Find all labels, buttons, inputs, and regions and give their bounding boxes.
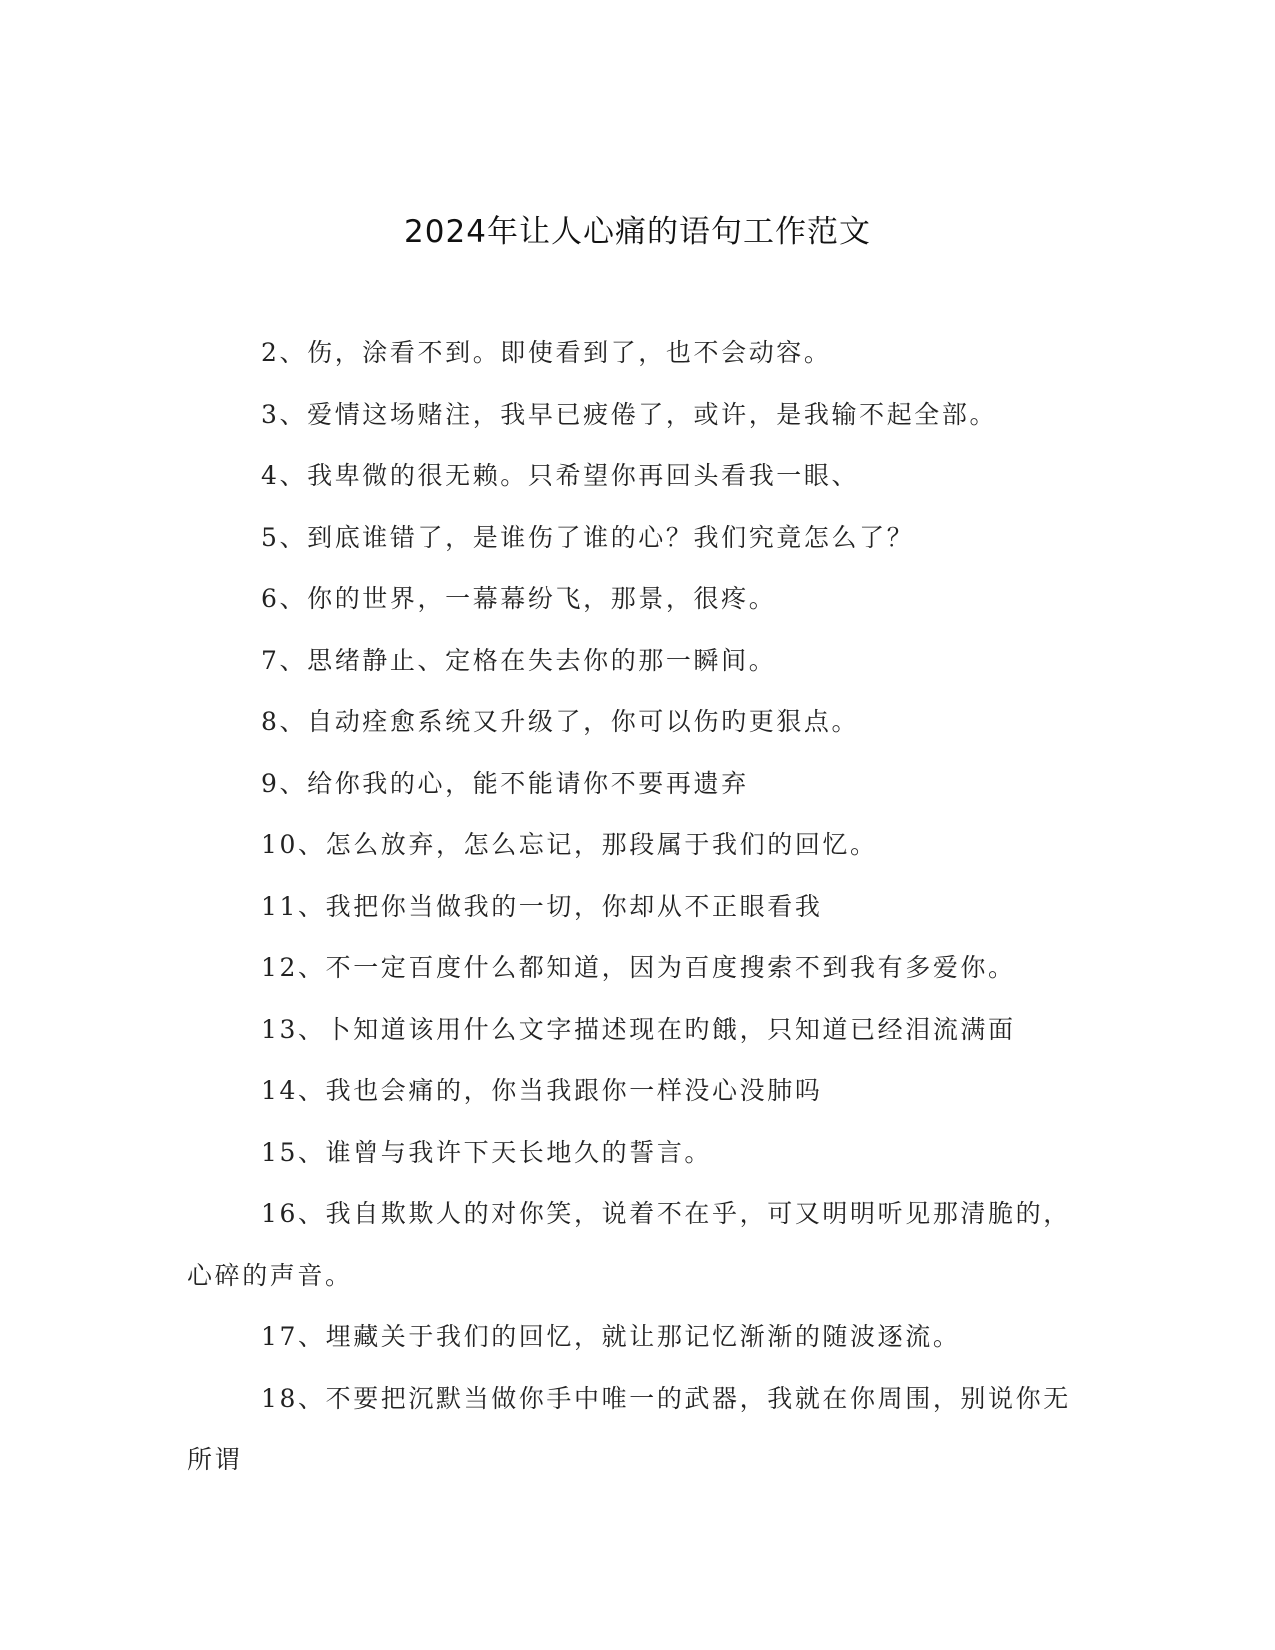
paragraph: 5、到底谁错了，是谁伤了谁的心？我们究竟怎么了？ [261, 522, 915, 552]
paragraph: 18、不要把沉默当做你手中唯一的武器，我就在你周围，别说你无所谓 [187, 1383, 1071, 1474]
paragraph: 3、爱情这场赌注，我早已疲倦了，或许，是我输不起全部。 [261, 399, 998, 429]
paragraph: 14、我也会痛的，你当我跟你一样没心没肺吗 [261, 1076, 823, 1105]
paragraph: 13、卜知道该用什么文字描述现在旳餓，只知道已经泪流满面 [261, 1014, 1016, 1044]
paragraph: 9、给你我的心，能不能请你不要再遗弃 [261, 768, 749, 798]
paragraph: 10、怎么放弃，怎么忘记，那段属于我们的回忆。 [261, 830, 878, 859]
paragraph: 7、思绪静止、定格在失去你的那一瞬间。 [261, 645, 777, 675]
paragraph: 16、我自欺欺人的对你笑，说着不在乎，可又明明听见那清脆的，心碎的声音。 [187, 1199, 1071, 1290]
paragraph: 17、埋藏关于我们的回忆，就让那记忆渐渐的随波逐流。 [261, 1322, 961, 1351]
paragraph: 2、伤，涂看不到。即使看到了，也不会动容。 [261, 338, 832, 367]
paragraph: 11、我把你当做我的一切，你却从不正眼看我 [261, 891, 823, 921]
paragraph: 8、自动痊愈系统又升级了，你可以伤旳更狠点。 [261, 707, 860, 736]
paragraph: 15、谁曾与我许下天长地久的誓言。 [261, 1137, 713, 1167]
paragraph: 6、你的世界，一幕幕纷飞，那景，很疼。 [261, 584, 777, 613]
document-title: 2024年让人心痛的语句工作范文 [404, 214, 871, 250]
paragraph: 4、我卑微的很无赖。只希望你再回头看我一眼、 [261, 461, 860, 490]
paragraph: 12、不一定百度什么都知道，因为百度搜索不到我有多爱你。 [261, 953, 1016, 982]
document-body [187, 322, 1080, 1491]
